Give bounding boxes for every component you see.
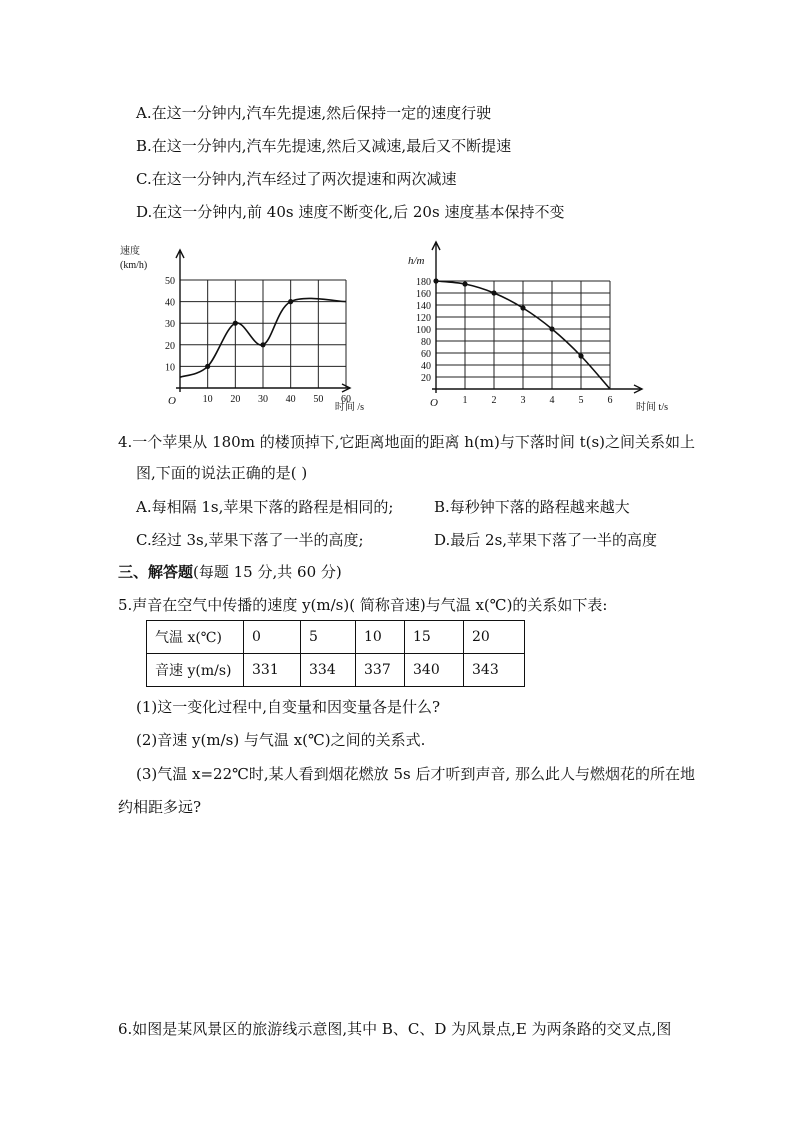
x-tick-label: 1 bbox=[462, 395, 468, 406]
q5-part-3-line-1: (3)气温 x=22℃时,某人看到烟花燃放 5s 后才听到声音, 那么此人与燃烟花的所在地 bbox=[136, 765, 695, 783]
data-point bbox=[462, 281, 467, 286]
speed-axis-title: 速度 bbox=[120, 246, 140, 257]
table-row bbox=[147, 621, 525, 654]
q4-option-a: A.每相隔 1s,苹果下落的路程是相同的; bbox=[136, 498, 394, 516]
data-point bbox=[260, 342, 265, 347]
table-cell: 331 bbox=[244, 654, 301, 687]
y-tick-label: 140 bbox=[416, 301, 431, 312]
speed-axis-unit: (km/h) bbox=[120, 260, 148, 271]
table-cell: 气温 x(℃) bbox=[147, 621, 244, 654]
height-chart-points bbox=[433, 278, 583, 358]
q5-part-3-line-2: 约相距多远? bbox=[118, 798, 202, 816]
data-point bbox=[549, 326, 554, 331]
x-tick-label: 4 bbox=[549, 395, 555, 406]
height-time-chart bbox=[402, 236, 672, 416]
q5-intro: 5.声音在空气中传播的速度 y(m/s)( 简称音速)与气温 x(℃)的关系如下表: bbox=[118, 596, 608, 614]
q3-option-d: D.在这一分钟内,前 40s 速度不断变化,后 20s 速度基本保持不变 bbox=[136, 203, 565, 221]
height-x-tick-labels bbox=[463, 395, 613, 406]
y-tick-label: 20 bbox=[165, 340, 175, 352]
data-point bbox=[205, 364, 210, 369]
height-chart-grid bbox=[436, 281, 610, 389]
q6-line-1: 6.如图是某风景区的旅游线示意图,其中 B、C、D 为风景点,E 为两条路的交叉点,图 bbox=[118, 1020, 672, 1038]
speed-y-tick-labels bbox=[165, 276, 175, 373]
speed-origin-label: O bbox=[168, 395, 176, 407]
y-tick-label: 180 bbox=[416, 277, 431, 288]
table-cell: 340 bbox=[405, 654, 464, 687]
table-cell: 334 bbox=[301, 654, 356, 687]
y-tick-label: 120 bbox=[416, 313, 431, 324]
table-cell: 20 bbox=[464, 621, 525, 654]
y-tick-label: 40 bbox=[165, 297, 175, 309]
table-cell: 337 bbox=[356, 654, 405, 687]
data-point bbox=[491, 290, 496, 295]
q4-line-1: 4.一个苹果从 180m 的楼顶掉下,它距离地面的距离 h(m)与下落时间 t(s)之间关系如上 bbox=[118, 433, 696, 451]
data-point bbox=[433, 278, 438, 283]
y-tick-label: 50 bbox=[165, 276, 175, 287]
y-tick-label: 100 bbox=[416, 325, 431, 336]
table-cell: 343 bbox=[464, 654, 525, 687]
q4-option-c: C.经过 3s,苹果下落了一半的高度; bbox=[136, 531, 364, 549]
table-cell: 15 bbox=[405, 621, 464, 654]
temperature-sound-table bbox=[146, 620, 525, 687]
y-tick-label: 20 bbox=[421, 373, 431, 384]
data-point bbox=[233, 321, 238, 326]
height-y-tick-labels bbox=[416, 277, 431, 384]
table-row bbox=[147, 654, 525, 687]
table-cell: 5 bbox=[301, 621, 356, 654]
table-cell: 10 bbox=[356, 621, 405, 654]
x-tick-label: 60 bbox=[341, 394, 351, 405]
q5-part-2: (2)音速 y(m/s) 与气温 x(℃)之间的关系式. bbox=[136, 731, 426, 749]
speed-chart-grid bbox=[180, 280, 346, 388]
x-tick-label: 6 bbox=[607, 395, 613, 406]
y-tick-label: 10 bbox=[165, 362, 175, 374]
y-tick-label: 60 bbox=[421, 349, 431, 360]
speed-time-chart bbox=[118, 238, 368, 416]
x-tick-label: 3 bbox=[520, 395, 526, 406]
data-point bbox=[578, 353, 583, 358]
speed-x-axis-label: 时间 /s bbox=[334, 402, 364, 413]
x-tick-label: 2 bbox=[491, 395, 497, 406]
q4-option-d: D.最后 2s,苹果下落了一半的高度 bbox=[434, 531, 658, 549]
x-tick-label: 50 bbox=[313, 394, 324, 405]
speed-x-tick-labels bbox=[203, 394, 351, 405]
q5-part-1: (1)这一变化过程中,自变量和因变量各是什么? bbox=[136, 698, 441, 716]
section-3-heading bbox=[118, 562, 342, 582]
table-cell: 音速 y(m/s) bbox=[147, 654, 244, 687]
data-point bbox=[520, 305, 525, 310]
x-tick-label: 30 bbox=[258, 394, 268, 405]
y-tick-label: 80 bbox=[421, 337, 431, 348]
q4-line-2: 图,下面的说法正确的是( ) bbox=[136, 464, 308, 482]
q4-option-b: B.每秒钟下落的路程越来越大 bbox=[434, 498, 630, 516]
section-3-title: 三、解答题 bbox=[118, 563, 194, 581]
x-tick-label: 20 bbox=[230, 394, 241, 405]
q3-option-c: C.在这一分钟内,汽车经过了两次提速和两次减速 bbox=[136, 170, 457, 188]
height-x-axis-label: 时间 t/s bbox=[636, 402, 668, 413]
x-tick-label: 5 bbox=[578, 395, 584, 406]
y-tick-label: 160 bbox=[416, 289, 431, 300]
q3-option-a: A.在这一分钟内,汽车先提速,然后保持一定的速度行驶 bbox=[136, 104, 492, 122]
x-tick-label: 40 bbox=[285, 394, 296, 405]
height-origin-label: O bbox=[430, 397, 438, 409]
data-point bbox=[288, 299, 293, 304]
y-tick-label: 30 bbox=[165, 319, 175, 331]
q3-option-b: B.在这一分钟内,汽车先提速,然后又减速,最后又不断提速 bbox=[136, 137, 512, 155]
x-tick-label: 10 bbox=[202, 394, 213, 405]
section-3-note: (每题 15 分,共 60 分) bbox=[193, 563, 342, 581]
table-cell: 0 bbox=[244, 621, 301, 654]
y-tick-label: 40 bbox=[421, 361, 431, 372]
height-axis-label: h/m bbox=[408, 255, 425, 267]
